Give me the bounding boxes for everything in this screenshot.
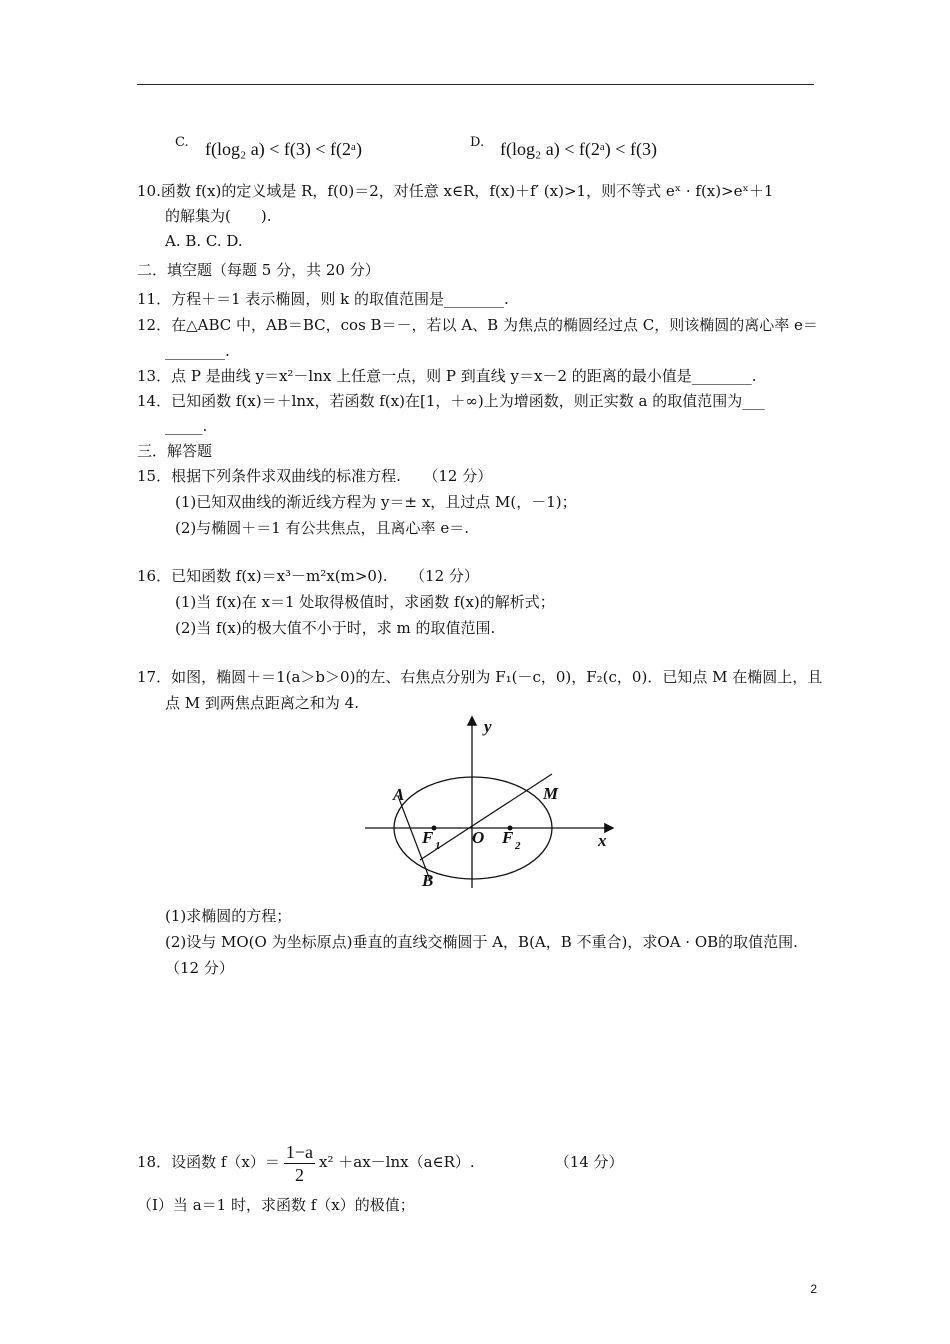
q16-title: 16．已知函数 f(x)＝x³－m²x(m>0). （12 分） [137, 567, 479, 585]
q10-options: A. B. C. D. [165, 232, 243, 250]
label-f2: F [502, 828, 514, 847]
option-d-label: D. [470, 135, 485, 150]
option-c-label: C. [175, 135, 189, 150]
q15-part1: (1)已知双曲线的渐近线方程为 y＝± x，且过点 M(，－1)； [175, 493, 577, 511]
q18-fraction [284, 1141, 315, 1186]
q18-frac-num: 1−a [285, 1141, 314, 1162]
q18-score: （14 分） [554, 1153, 624, 1171]
option-d-formula: f(log₂ a) < f(2ᵃ) < f(3) [500, 139, 657, 159]
label-x: x [598, 831, 607, 850]
section-solve: 三．解答题 [137, 442, 213, 460]
q13: 13．点 P 是曲线 y＝x²－lnx 上任意一点，则 P 到直线 y＝x－2 的距离的最小值是________. [137, 367, 757, 385]
q18-title [137, 1137, 624, 1187]
q14-line1: 14．已知函数 f(x)＝＋lnx，若函数 f(x)在[1，＋∞)上为增函数，则正实数 a 的取值范围为___ [137, 392, 765, 410]
label-f2-sub: 2 [515, 840, 521, 852]
q11: 11．方程＋＝1 表示椭圆，则 k 的取值范围是________. [137, 290, 509, 308]
q18-frac-den: 2 [294, 1164, 304, 1185]
q15-part2: (2)与椭圆＋＝1 有公共焦点，且离心率 e＝. [175, 519, 469, 537]
label-a: A [393, 785, 405, 804]
q18-prefix: 18．设函数 f（x）＝ [137, 1153, 280, 1171]
q17-line1: 17．如图，椭圆＋＝1(a＞b＞0)的左、右焦点分别为 F₁(－c，0)，F₂(c，0)．已知点 M 在椭圆上，且 [137, 668, 823, 686]
q16-part2: (2)当 f(x)的极大值不小于时，求 m 的取值范围. [175, 619, 496, 637]
q18-suffix: x² ＋ax－lnx（a∈R）. [319, 1153, 475, 1171]
q17-part3: （12 分） [165, 959, 234, 977]
q17-part1: (1)求椭圆的方程； [165, 907, 292, 925]
q10-line1: 10.函数 f(x)的定义域是 R，f(0)＝2，对任意 x∈R，f(x)＋f′ (x)>1，则不等式 eˣ · f(x)>eˣ＋1 [137, 182, 774, 200]
label-o: O [472, 828, 485, 847]
q14-line2: _____. [165, 417, 208, 435]
q18-part1: （Ⅰ）当 a＝1 时，求函数 f（x）的极值； [137, 1196, 415, 1214]
section-fill-blank: 二．填空题（每题 5 分，共 20 分） [137, 261, 380, 279]
q12-line2: ________. [165, 342, 230, 360]
q16-part1: (1)当 f(x)在 x＝1 处取得极值时，求函数 f(x)的解析式； [175, 593, 555, 611]
q10-line2: 的解集为( ). [165, 207, 272, 225]
q12-line1: 12．在△ABC 中，AB＝BC，cos B＝－，若以 A、B 为焦点的椭圆经过点 C，则该椭圆的离心率 e＝ [137, 316, 818, 334]
q17-part2: (2)设与 MO(O 为坐标原点)垂直的直线交椭圆于 A，B(A，B 不重合)，求OA · OB的取值范围. [165, 933, 798, 951]
label-y: y [484, 717, 492, 736]
label-b: B [422, 871, 434, 890]
label-f1-sub: 1 [435, 840, 441, 852]
header-rule [137, 84, 814, 85]
label-m: M [543, 784, 559, 803]
label-f1: F [422, 828, 434, 847]
ellipse-figure [360, 710, 620, 890]
option-c-formula: f(log₂ a) < f(3) < f(2ᵃ) [205, 139, 362, 159]
page-number: 2 [810, 1282, 817, 1296]
q17-line2: 点 M 到两焦点距离之和为 4. [165, 694, 359, 712]
q15-title: 15．根据下列条件求双曲线的标准方程. （12 分） [137, 467, 493, 485]
